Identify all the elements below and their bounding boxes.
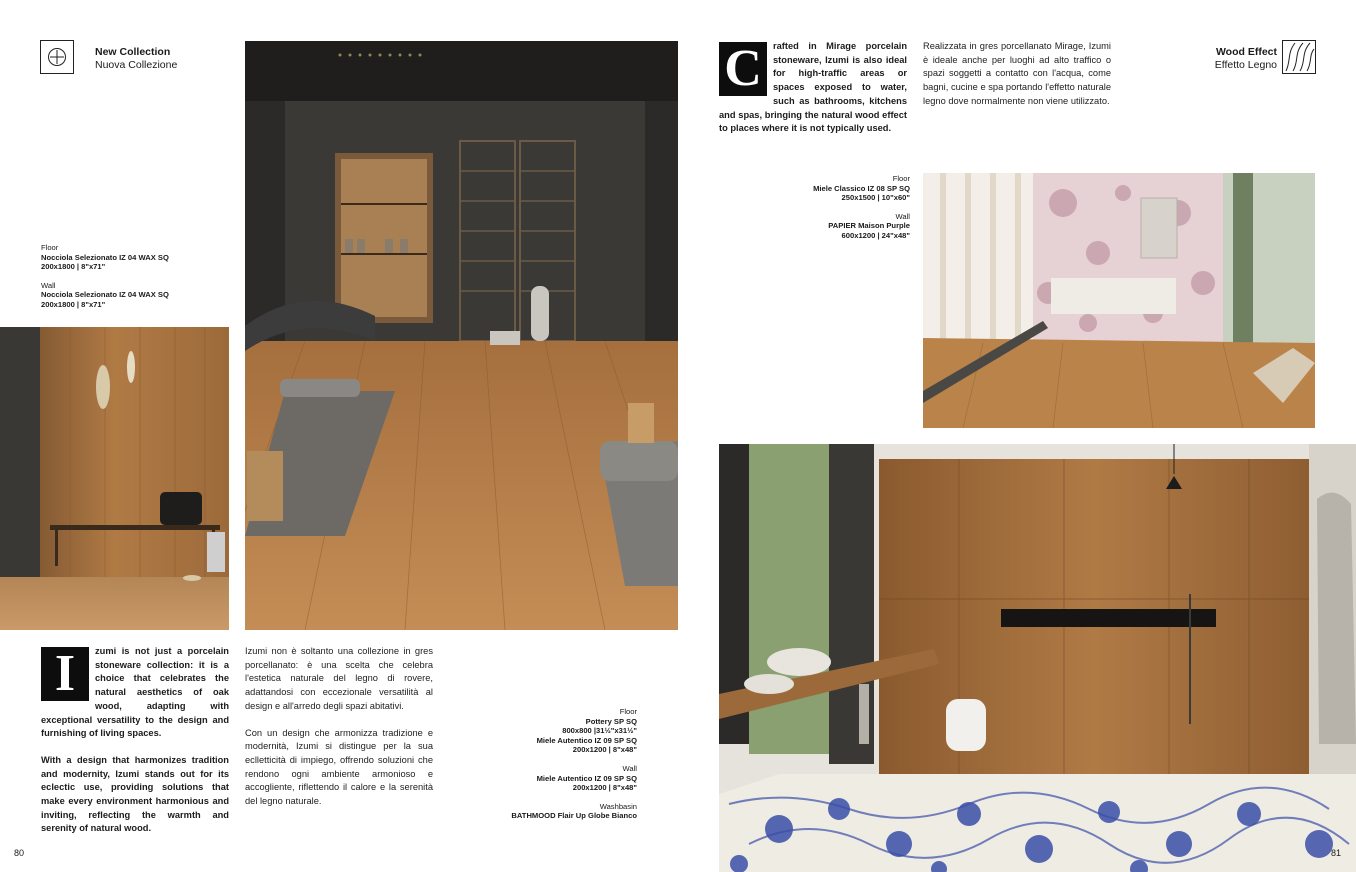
photo-floral-bathroom — [923, 173, 1315, 428]
dropcap-c: C — [719, 42, 767, 96]
right-header-subtitle: Effetto Legno — [1214, 59, 1277, 71]
page-number-left: 80 — [14, 848, 25, 858]
plus-icon — [40, 40, 74, 74]
caption-label: Wall — [895, 211, 910, 221]
caption-size: 200x1800 | 8"x71" — [41, 299, 106, 309]
left-header-subtitle: Nuova Collezione — [95, 59, 178, 71]
wood-grain-icon — [1282, 40, 1316, 74]
caption-label: Floor — [41, 243, 59, 252]
caption-label: Floor — [619, 707, 637, 716]
caption-right — [720, 174, 910, 250]
caption-value: Miele Autentico IZ 09 SP SQ — [536, 773, 637, 783]
intro-en-left — [41, 645, 229, 836]
caption-size: 200x1200 | 8"x48" — [572, 745, 637, 755]
intro-it-para-2: Con un design che armonizza tradizione e modernità, Izumi si distingue per la sua eclletticità di impiego, offrendo soluzioni che rendono ogni ambiente armonioso e accogliente, riflettendo il calore e la serenità del legno naturale. — [245, 727, 433, 807]
left-header — [95, 46, 177, 72]
intro-en-para-2: With a design that harmonizes tradition and modernity, Izumi stands out for its eclectic use, providing solutions that make every environment harmonious and inviting, reflecting the warmth and serenity of natural wood. — [41, 754, 229, 834]
intro-it-left — [245, 645, 433, 809]
right-header-title: Wood Effect — [1215, 46, 1277, 58]
caption-left-bottom — [440, 707, 637, 830]
caption-size: 200x1200 | 8"x48" — [572, 783, 637, 793]
page-number-right: 81 — [1331, 848, 1342, 858]
intro-it-right: Realizzata in gres porcellanato Mirage, Izumi è ideale anche per luoghi ad alto traffico o spazi soggetti a contatto con l'acqua, come bagni, cucine e spa portando l'effetto naturale legno dove normalmente non viene utilizzato. — [923, 41, 1111, 106]
caption-value: Miele Classico IZ 08 SP SQ — [813, 183, 910, 193]
intro-en-para-1 — [41, 645, 229, 741]
caption-left-top — [41, 243, 231, 319]
caption-value: Pottery SP SQ — [585, 716, 637, 726]
caption-label: Wall — [622, 763, 637, 773]
photo-wood-bathroom — [719, 444, 1356, 872]
caption-label: Floor — [892, 174, 910, 183]
caption-value: Miele Autentico IZ 09 SP SQ — [536, 735, 637, 745]
caption-value: PAPIER Maison Purple — [828, 221, 910, 231]
caption-label: Washbasin — [599, 801, 637, 811]
dropcap-i: I — [41, 647, 89, 701]
caption-value: Nocciola Selezionato IZ 04 WAX SQ — [41, 290, 169, 300]
caption-value: Nocciola Selezionato IZ 04 WAX SQ — [41, 252, 169, 262]
caption-size: 250x1500 | 10"x60" — [841, 193, 910, 203]
caption-value: BATHMOOD Flair Up Globe Bianco — [511, 811, 637, 821]
intro-en-right — [719, 40, 907, 136]
left-header-title: New Collection — [95, 46, 171, 58]
photo-home-gym — [245, 41, 678, 630]
caption-size: 600x1200 | 24"x48" — [841, 230, 910, 240]
right-header — [1215, 46, 1277, 72]
photo-entryway-bench — [0, 327, 229, 630]
caption-size: 800x800 |31½"x31½" — [562, 726, 637, 736]
intro-it-para-1: Izumi non è soltanto una collezione in gres porcellanato: è una scelta che celebra l'estetica naturale del legno di rovere, adattandosi con eccezionale versatilità al design e all'arredo degli spazi abitativi. — [245, 646, 433, 711]
intro-en-text-1: zumi is not just a porcelain stoneware collection: it is a choice that celebrates the natural aesthetics of oak wood, adapting with exceptional versatility to the design and furnishing of living spaces. — [41, 646, 229, 739]
intro-en-right-text: rafted in Mirage porcelain stoneware, Izumi is also ideal for high-traffic areas or spaces exposed to water, such as bathrooms, kitchens and spas, bringing the natural wood effect to places where it is not typically used. — [719, 41, 907, 134]
intro-en-right-para — [719, 40, 907, 136]
caption-size: 200x1800 | 8"x71" — [41, 262, 106, 272]
caption-label: Wall — [41, 280, 56, 290]
